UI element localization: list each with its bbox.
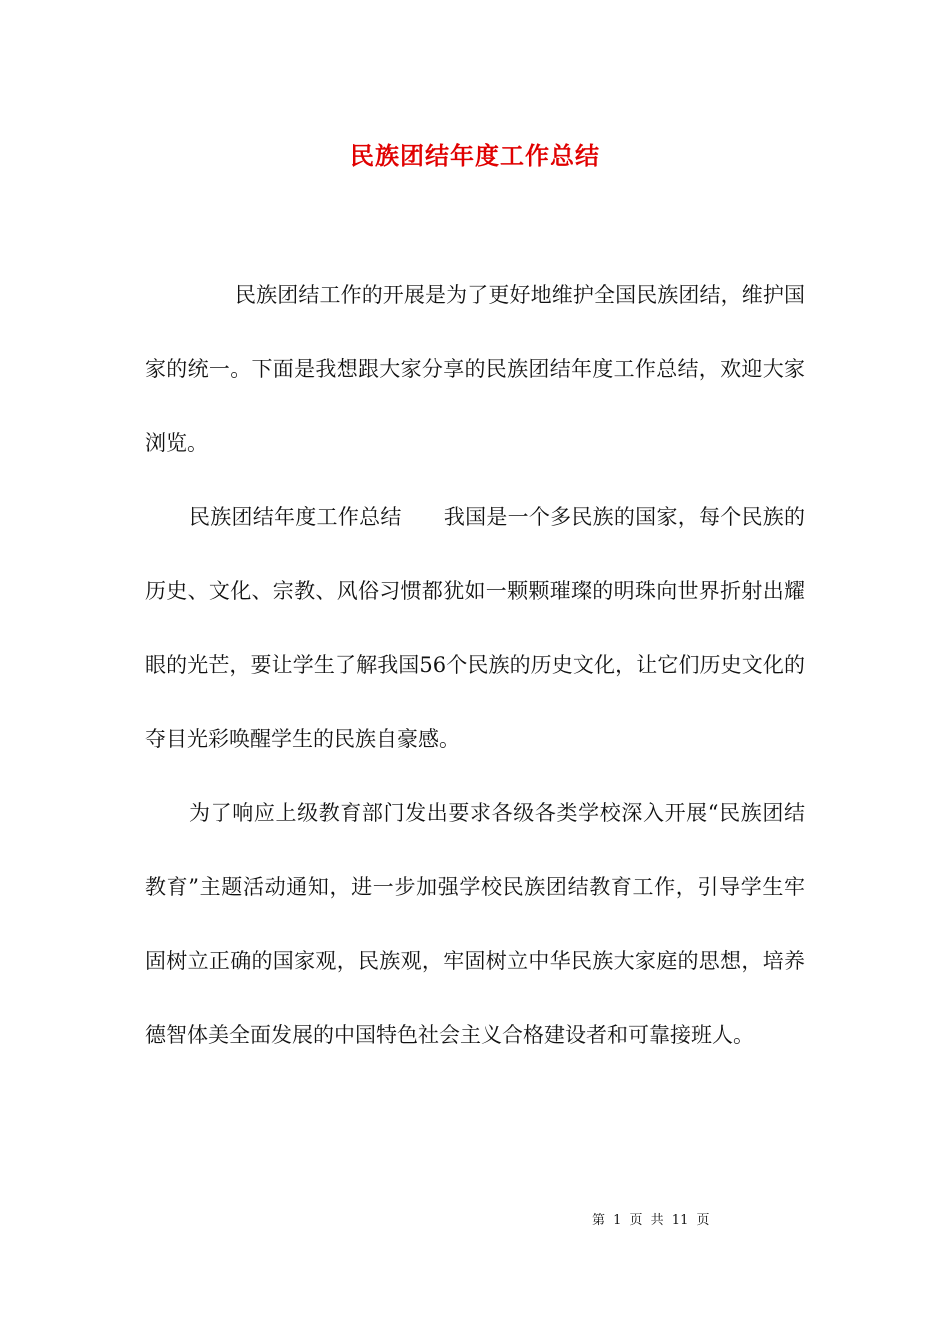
body-paragraph-history (145, 480, 805, 776)
document-title: 民族团结年度工作总结 (350, 141, 600, 170)
intro-paragraph: 民族团结工作的开展是为了更好地维护全国民族团结，维护国家的统一。下面是我想跟大家分享的民族团结年度工作总结，欢迎大家浏览。 (145, 283, 805, 455)
body-paragraph-education: 为了响应上级教育部门发出要求各级各类学校深入开展“民族团结教育”主题活动通知，进一步加强学校民族团结教育工作，引导学生牢固树立正确的国家观，民族观，牢固树立中华民族大家庭的思想，培养德智体美全面发展的中国特色社会主义合格建设者和可靠接班人。 (145, 801, 805, 1047)
paragraph-body: 我国是一个多民族的国家，每个民族的历史、文化、宗教、风俗习惯都犹如一颗颗璀璨的明珠向世界折射出耀眼的光芒，要让学生了解我国56个民族的历史文化，让它们历史文化的夺目光彩唤醒学生的民族自豪感。 (145, 505, 805, 751)
inline-heading: 民族团结年度工作总结 (189, 505, 402, 529)
page-number: 第 1 页 共 11 页 (592, 1213, 710, 1228)
